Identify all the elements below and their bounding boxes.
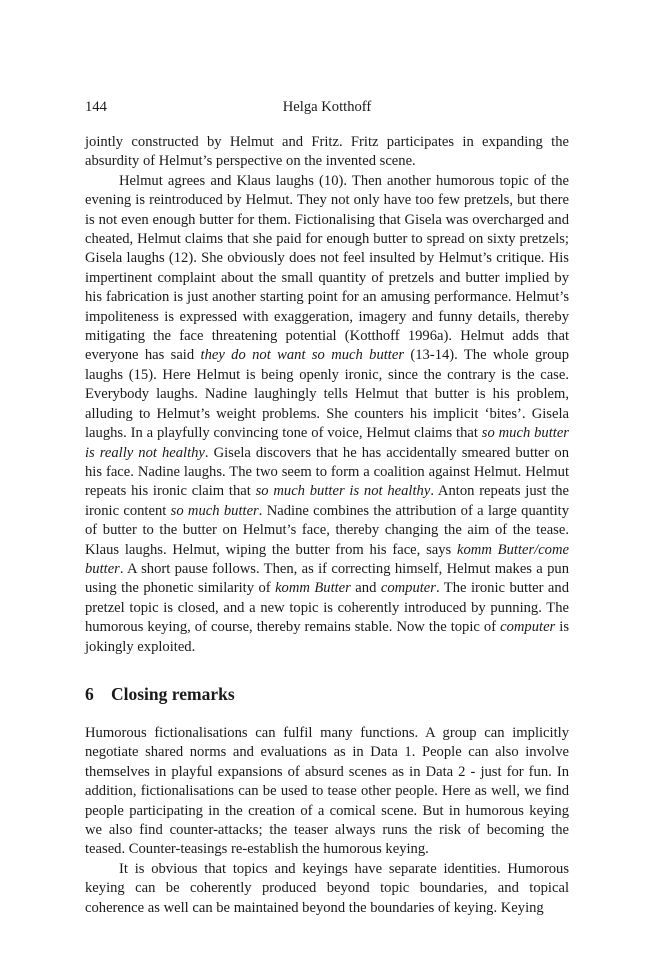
text-run: is jokingly exploited.	[85, 619, 569, 655]
italic-phrase: so much butter	[170, 502, 259, 519]
italic-phrase: komm Butter	[275, 580, 351, 597]
text-run: . Anton repeats just the ironic content	[85, 483, 570, 519]
paragraph	[85, 172, 569, 657]
text-run: Helmut agrees and Klaus laughs (10). Then another humorous topic of the evening is reintroduced by Helmut. They not only have too few pretzels, but there is not even enough butter for them. Fictionalising that Gisela was overcharged and cheated, Helmut claims that she paid for enough butter to spread on sixty pretzels; Gisela laughs (12). She obviously does not feel insulted by Helmut’s critique. His impertinent complaint about the small quantity of pretzels and butter implied by his fabrication is just another starting point for an amusing performance. Helmut’s impoliteness is expressed with exaggeration, imagery and funny details, thereby mitigating the face threatening potential (Kotthoff 1996a). Helmut adds that everyone has said	[85, 172, 569, 364]
italic-phrase: computer	[380, 580, 436, 597]
paragraph	[85, 724, 569, 860]
italic-phrase: computer	[500, 619, 556, 636]
italic-phrase: so much butter is really not healthy	[85, 425, 569, 461]
book-page	[85, 98, 569, 918]
page-header	[85, 98, 569, 118]
section-title: Closing remarks	[111, 683, 235, 704]
page-number: 144	[85, 99, 107, 115]
paragraph	[85, 860, 569, 918]
italic-phrase: so much butter is not healthy	[255, 483, 431, 500]
italic-phrase: they do not want so much butter	[200, 347, 405, 364]
running-head: Helga Kotthoff	[282, 99, 372, 115]
section-heading	[85, 683, 569, 705]
italic-phrase: komm Butter/come butter	[85, 541, 569, 577]
text-run: (13-14). The whole group laughs (15). Here Helmut is being openly ironic, since the contrary is the case. Everybody laughs. Nadine laughingly tells Helmut that butter is his problem, alluding to Helmut’s weight problems. She counters his implicit ‘bites’. Gisela laughs. In a playfully convincing tone of voice, Helmut claims that	[85, 347, 569, 442]
paragraph	[85, 133, 569, 172]
text-run: jointly constructed by Helmut and Fritz. Fritz participates in expanding the absurdity of Helmut’s perspective on the invented scene.	[85, 134, 569, 170]
text-run: . A short pause follows. Then, as if correcting himself, Helmut makes a pun using the phonetic similarity of	[85, 560, 569, 597]
text-run: Humorous fictionalisations can fulfil many functions. A group can implicitly negotiate shared norms and evaluations as in Data 1. People can also involve themselves in playful expansions of absurd scenes as in Data 2 - just for fun. In addition, fictionalisations can be used to tease other people. Here as well, we find people participating in the creation of a comical scene. But in humorous keying we also find counter-attacks; the teaser always runs the risk of becoming the teased. Counter-teasings re-establish the humorous keying.	[85, 724, 569, 858]
text-run: . The ironic butter and pretzel topic is closed, and a new topic is coherently introduced by punning. The humorous keying, of course, thereby remains stable. Now the topic of	[85, 580, 570, 636]
text-run: It is obvious that topics and keyings have separate identities. Humorous keying can be coherently produced beyond topic boundaries, and topical coherence as well can be maintained beyond the boundaries of keying. Keying	[85, 860, 569, 916]
section-number: 6	[85, 683, 94, 704]
text-run: and	[350, 580, 381, 597]
text-run: . Nadine combines the attribution of a large quantity of butter to the butter on Helmut’s face, thereby changing the aim of the tease. Klaus laughs. Helmut, wiping the butter from his face, says	[85, 502, 569, 558]
text-run: . Gisela discovers that he has accidentally smeared butter on his face. Nadine laughs. The two seem to form a coalition against Helmut. Helmut repeats his ironic claim that	[85, 444, 570, 500]
